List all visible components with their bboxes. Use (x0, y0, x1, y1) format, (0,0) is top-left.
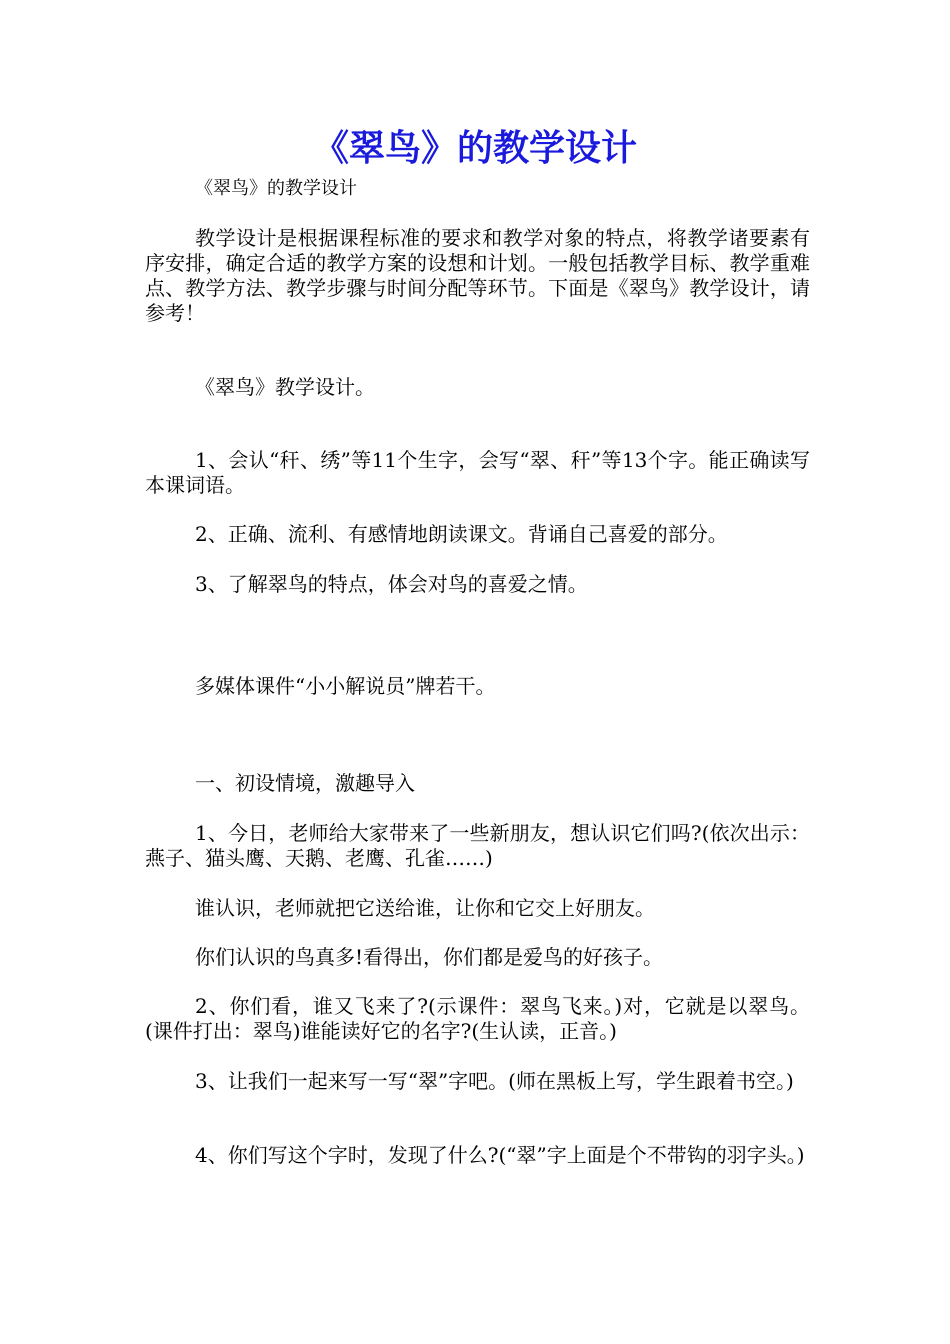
step-1-paragraph: 1、今日，老师给大家带来了一些新朋友，想认识它们吗?(依次出示：燕子、猫头鹰、天鹅、老鹰、孔雀……) (145, 821, 810, 870)
design-heading-paragraph: 《翠鸟》教学设计。 (195, 375, 375, 399)
objective-3-paragraph: 3、了解翠鸟的特点，体会对鸟的喜爱之情。 (195, 572, 588, 596)
objective-1-paragraph: 1、会认“秆、绣”等11个生字，会写“翠、秆”等13个字。能正确读写本课词语。 (145, 448, 810, 497)
step-3-paragraph: 3、让我们一起来写一写“翠”字吧。(师在黑板上写，学生跟着书空。) (195, 1069, 794, 1093)
subtitle-paragraph: 《翠鸟》的教学设计 (195, 178, 357, 199)
intro-paragraph: 教学设计是根据课程标准的要求和教学对象的特点，将教学诸要素有序安排，确定合适的教学方案的设想和计划。一般包括教学目标、教学重难点、教学方法、教学步骤与时间分配等环节。下面是《翠鸟》教学设计，请参考！ (145, 226, 810, 325)
step-1-praise-paragraph: 你们认识的鸟真多!看得出，你们都是爱鸟的好孩子。 (195, 945, 664, 969)
step-4-paragraph: 4、你们写这个字时，发现了什么?(“翠”字上面是个不带钩的羽字头。) (195, 1143, 805, 1167)
step-2-paragraph: 2、你们看，谁又飞来了?(示课件：翠鸟飞来。)对，它就是以翠鸟。(课件打出：翠鸟)谁能读好它的名字?(生认读，正音。) (145, 994, 810, 1043)
document-title: 《翠鸟》的教学设计 (312, 128, 637, 169)
section-1-heading: 一、初设情境，激趣导入 (195, 771, 415, 795)
step-1-followup-paragraph: 谁认识，老师就把它送给谁，让你和它交上好朋友。 (195, 896, 655, 920)
objective-2-paragraph: 2、正确、流利、有感情地朗读课文。背诵自己喜爱的部分。 (195, 522, 728, 546)
materials-paragraph: 多媒体课件“小小解说员”牌若干。 (195, 674, 496, 698)
